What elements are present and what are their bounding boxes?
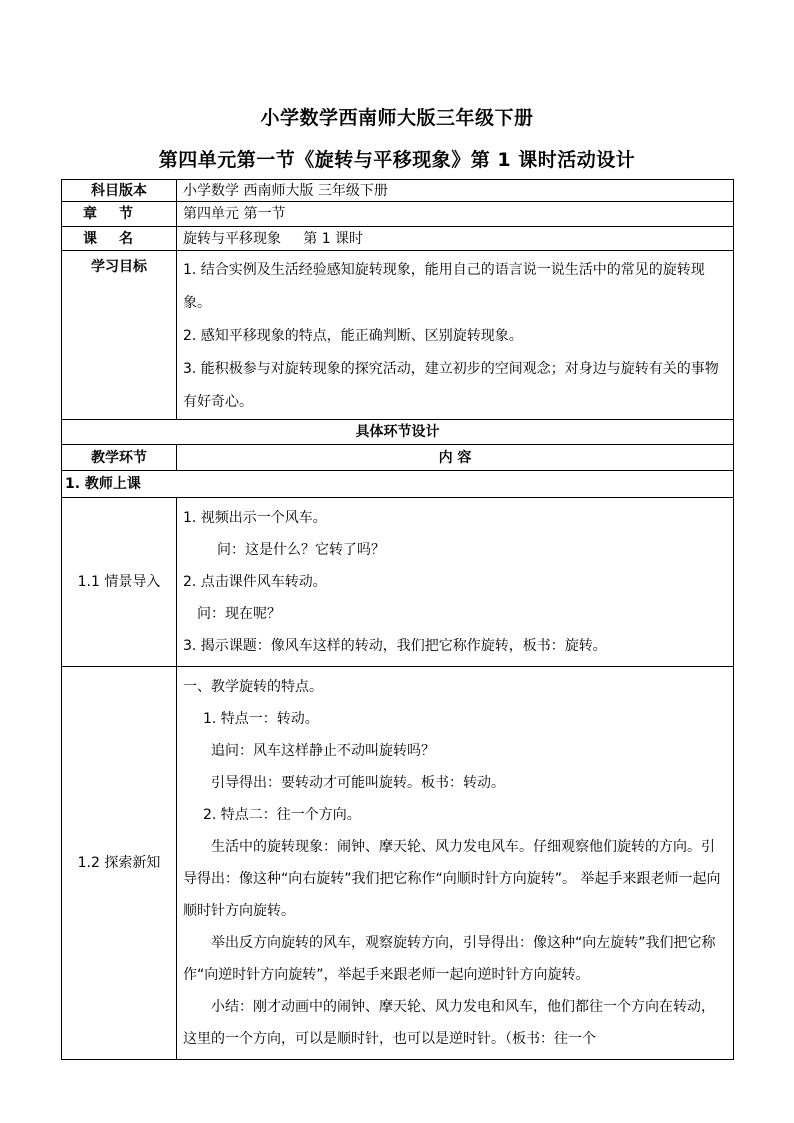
section-heading: 1. 教师上课 [62, 471, 734, 498]
lesson-plan-table [61, 179, 734, 1060]
subject-label: 科目版本 [62, 180, 177, 202]
goal-item: 3. 能积极参与对旋转现象的探究活动，建立初步的空间观念；对身边与旋转有关的事物有好奇心。 [183, 361, 719, 410]
stage-label: 1.1 情景导入 [62, 498, 177, 667]
content-paragraph: 小结：刚才动画中的闹钟、摩天轮、风力发电和风车，他们都往一个方向在转动，这里的一个方向，可以是顺时针，也可以是逆时针。（板书：往一个 [183, 999, 715, 1047]
design-header: 具体环节设计 [62, 420, 734, 445]
content-line: 一、教学旋转的特点。 [183, 679, 323, 695]
table-row-subject [62, 180, 734, 202]
table-row-section [62, 471, 734, 498]
content-paragraph: 生活中的旋转现象：闹钟、摩天轮、风力发电风车。仔细观察他们旋转的方向。引导得出：像这种“向右旋转”我们把它称作“向顺时针方向旋转”。 举起手来跟老师一起向顺时针方向旋转。 [183, 839, 721, 919]
column-header-stage: 教学环节 [62, 445, 177, 471]
table-row-chapter [62, 202, 734, 227]
content-line: 2. 特点二：往一个方向。 [203, 807, 361, 823]
content-line: 1. 特点一：转动。 [203, 711, 319, 727]
content-paragraph: 举出反方向旋转的风车，观察旋转方向，引导得出：像这种“向左旋转”我们把它称作“向逆时针方向旋转”，举起手来跟老师一起向逆时针方向旋转。 [183, 935, 716, 983]
stage-content [177, 667, 734, 1060]
table-row-stage-1-1 [62, 498, 734, 667]
goal-item: 2. 感知平移现象的特点，能正确判断、区别旋转现象。 [183, 328, 523, 344]
stage-label: 1.2 探索新知 [62, 667, 177, 1060]
table-row-stage-1-2 [62, 667, 734, 1060]
table-row-design-header [62, 420, 734, 445]
lesson-value: 旋转与平移现象 第 1 课时 [177, 227, 734, 251]
content-line: 问：这是什么？它转了吗？ [217, 542, 385, 558]
goals-content [177, 251, 734, 420]
content-line: 问：现在呢？ [197, 606, 281, 622]
table-row-lesson [62, 227, 734, 251]
content-line: 引导得出：要转动才可能叫旋转。板书：转动。 [211, 775, 505, 791]
goals-label: 学习目标 [62, 251, 177, 420]
content-line: 2. 点击课件风车转动。 [183, 574, 327, 590]
document-subtitle: 第四单元第一节《旋转与平移现象》第 1 课时活动设计 [158, 149, 636, 171]
content-line: 3. 揭示课题：像风车这样的转动，我们把它称作旋转，板书：旋转。 [183, 638, 607, 654]
lesson-label: 课名 [62, 227, 177, 251]
table-row-column-headers [62, 445, 734, 471]
content-line: 1. 视频出示一个风车。 [183, 510, 327, 526]
stage-content [177, 498, 734, 667]
table-row-goals [62, 251, 734, 420]
chapter-value: 第四单元 第一节 [177, 202, 734, 227]
column-header-content: 内 容 [177, 445, 734, 471]
chapter-label: 章节 [62, 202, 177, 227]
content-line: 追问：风车这样静止不动叫旋转吗？ [211, 743, 435, 759]
document-title: 小学数学西南师大版三年级下册 [260, 107, 534, 129]
goal-item: 1. 结合实例及生活经验感知旋转现象，能用自己的语言说一说生活中的常见的旋转现象。 [183, 262, 705, 311]
subject-value: 小学数学 西南师大版 三年级下册 [177, 180, 734, 202]
